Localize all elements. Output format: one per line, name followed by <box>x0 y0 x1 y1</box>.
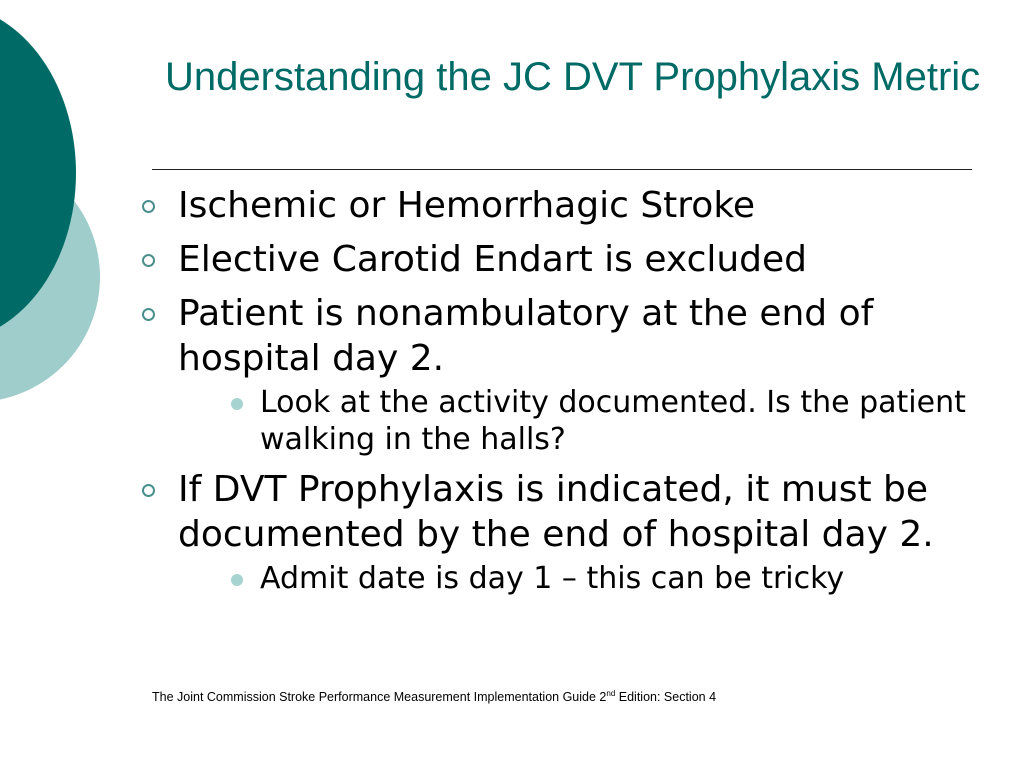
bullet-item <box>140 237 1010 282</box>
bullet-item <box>140 183 1010 228</box>
circle-outline-icon <box>142 200 155 213</box>
footnote-text-end: Edition: Section 4 <box>615 690 717 704</box>
subbullet-list <box>178 384 1010 458</box>
bullet-text: Patient is nonambulatory at the end of hospital day 2. <box>178 293 874 379</box>
bullet-item <box>140 291 1010 458</box>
subbullet-item <box>222 560 1010 597</box>
subbullet-text: Admit date is day 1 – this can be tricky <box>260 561 845 596</box>
bullet-text: Elective Carotid Endart is excluded <box>178 239 808 280</box>
footnote-text: The Joint Commission Stroke Performance Measurement Implementation Guide 2 <box>152 690 607 704</box>
subbullet-item <box>222 384 1010 458</box>
bullet-text: Ischemic or Hemorrhagic Stroke <box>178 185 756 226</box>
title-divider <box>152 169 972 170</box>
bullet-text: If DVT Prophylaxis is indicated, it must be documented by the end of hospital day 2. <box>178 469 934 555</box>
circle-outline-icon <box>142 484 155 497</box>
filled-dot-icon <box>231 398 243 410</box>
subbullet-text: Look at the activity documented. Is the patient walking in the halls? <box>260 385 966 457</box>
slide-body <box>140 183 1010 606</box>
slide-title: Understanding the JC DVT Prophylaxis Metric <box>165 55 981 99</box>
circle-outline-icon <box>142 254 155 267</box>
circle-outline-icon <box>142 308 155 321</box>
subbullet-list <box>178 560 1010 597</box>
filled-dot-icon <box>231 574 243 586</box>
source-footnote <box>152 690 716 704</box>
bullet-item <box>140 467 1010 597</box>
footnote-superscript: nd <box>606 688 616 698</box>
